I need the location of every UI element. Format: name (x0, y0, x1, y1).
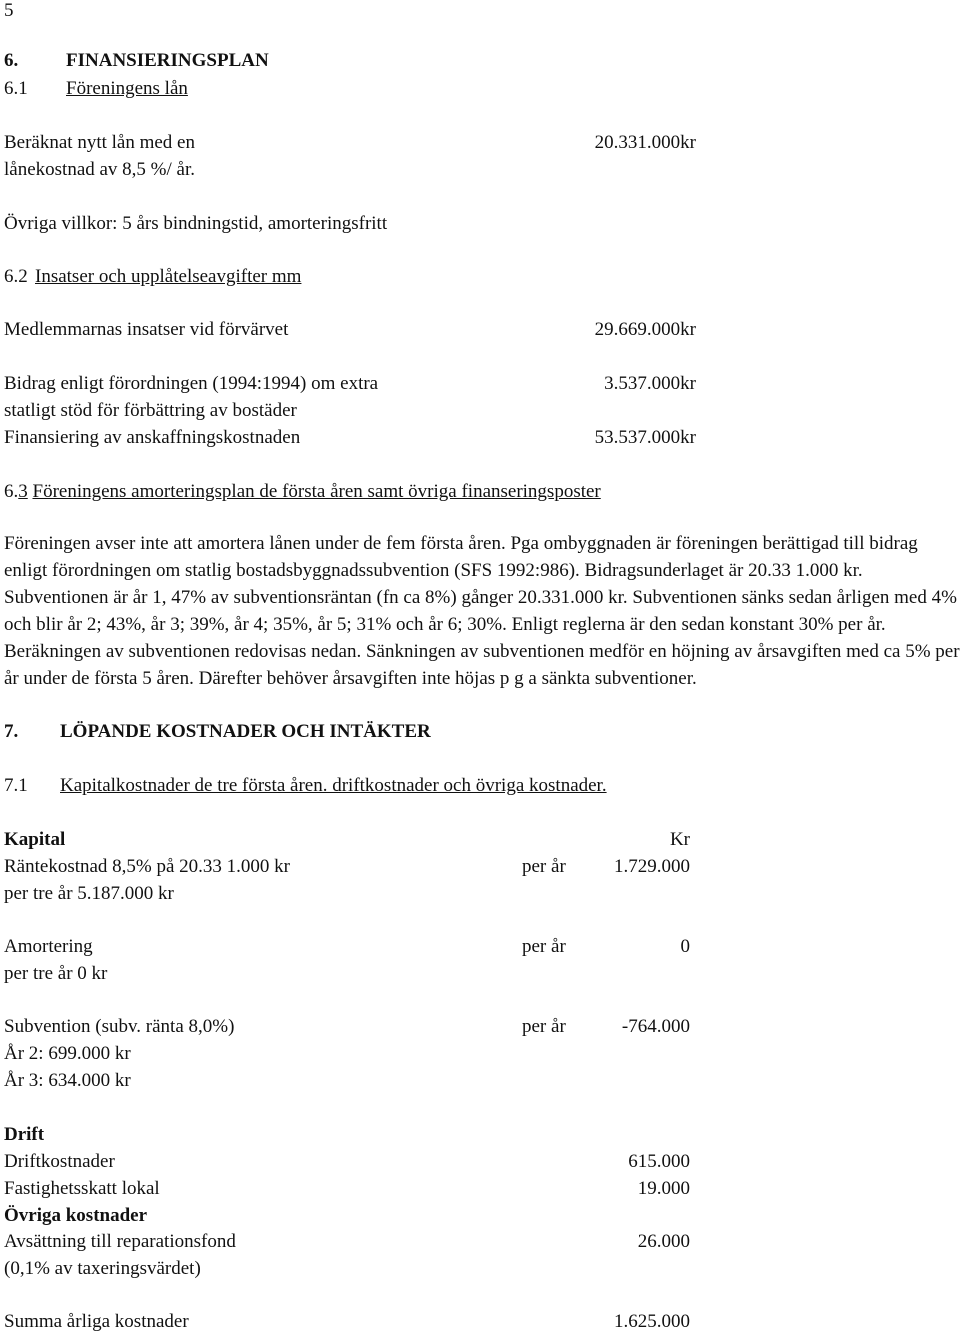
paragraph-sentence-2: Pga ombyggnaden är föreningen berättigad till bidrag enligt förordningen om statlig bostadsbyggnadssubvention (SFS 1992:986). Bidragsunderlaget är 20.33 1.000 kr. (4, 533, 918, 581)
operating-costs-label: Driftkostnader (4, 1151, 115, 1172)
section-7-1-number: 7.1 (4, 775, 28, 796)
grant-line-1: Bidrag enligt förordningen (1994:1994) om extra (4, 373, 379, 394)
amortization-paragraph (4, 530, 960, 692)
paragraph-sentence-4: Subventionen sänks sedan årligen med 4% och blir år 2; 43%, år 3; 39%, år 4; 35%, år 5; 31% och år 6; 30%. (4, 587, 957, 635)
amortization-three-years: per tre år 0 kr (4, 963, 108, 984)
paragraph-sentence-1: Föreningen avser inte att amortera lånen under de fem första åren. (4, 533, 506, 554)
page-number: 5 (4, 0, 14, 21)
members-contribution-label: Medlemmarnas insatser vid förvärvet (4, 319, 289, 340)
section-6-3-heading (4, 478, 601, 505)
repair-fund-note: (0,1% av taxeringsvärdet) (4, 1258, 201, 1279)
members-contribution-amount: 29.669.000kr (594, 319, 696, 340)
property-tax-value: 19.000 (637, 1178, 690, 1199)
loan-line-1: Beräknat nytt lån med en (4, 132, 195, 153)
loan-amount: 20.331.000kr (594, 132, 696, 153)
subvention-label: Subvention (subv. ränta 8,0%) (4, 1016, 235, 1037)
financing-total-amount: 53.537.000kr (594, 427, 696, 448)
interest-value: 1.729.000 (614, 856, 690, 877)
section-6-1-title: Föreningens lån (66, 78, 188, 99)
section-6-1-number: 6.1 (4, 78, 28, 99)
operating-costs-value: 615.000 (628, 1151, 690, 1172)
subvention-year-3: År 3: 634.000 kr (4, 1070, 131, 1091)
kapital-currency: Kr (669, 829, 690, 850)
section-6-3-title: Föreningens amorteringsplan de första åren samt övriga finanseringsposter (32, 481, 601, 502)
subvention-per-year: per år (522, 1016, 566, 1037)
interest-label: Räntekostnad 8,5% på 20.33 1.000 kr (4, 856, 291, 877)
paragraph-sentence-6: Beräkningen av subventionen redovisas nedan. (4, 641, 362, 662)
grant-line-2: statligt stöd för förbättring av bostäder (4, 400, 297, 421)
interest-three-years: per tre år 5.187.000 kr (4, 883, 174, 904)
amortization-per-year: per år (522, 936, 566, 957)
annual-costs-total-value: 1.625.000 (614, 1311, 690, 1332)
repair-fund-value: 26.000 (637, 1231, 690, 1252)
section-6-title: FINANSIERINGSPLAN (66, 50, 269, 71)
section-7-number: 7. (4, 721, 19, 742)
other-costs-heading: Övriga kostnader (4, 1205, 148, 1226)
loan-line-2: lånekostnad av 8,5 %/ år. (4, 159, 196, 180)
section-7-title: LÖPANDE KOSTNADER OCH INTÄKTER (60, 721, 431, 742)
subvention-year-2: År 2: 699.000 kr (4, 1043, 131, 1064)
paragraph-sentence-7: Sänkningen av subventionen medför en höjning av årsavgiften med ca 5% per år under de första 5 åren. (4, 641, 960, 689)
amortization-label: Amortering (4, 936, 93, 957)
paragraph-sentence-8: Därefter behöver årsavgiften inte höjas p g a sänkta subventioner. (193, 668, 697, 689)
paragraph-sentence-5: Enligt reglerna är den sedan konstant 30% per år. (506, 614, 886, 635)
annual-costs-total-label: Summa årliga kostnader (4, 1311, 189, 1332)
financing-total-label: Finansiering av anskaffningskostnaden (4, 427, 301, 448)
section-6-2-number: 6.2 (4, 266, 28, 287)
subvention-value: -764.000 (621, 1016, 690, 1037)
section-6-3-number-suffix: 3 (18, 481, 28, 502)
property-tax-label: Fastighetsskatt lokal (4, 1178, 160, 1199)
kapital-heading: Kapital (4, 829, 66, 850)
interest-per-year: per år (522, 856, 566, 877)
amortization-value: 0 (680, 936, 690, 957)
drift-heading: Drift (4, 1124, 45, 1145)
section-7-1-title: Kapitalkostnader de tre första åren. driftkostnader och övriga kostnader. (60, 775, 607, 796)
section-6-3-number: 6. (4, 481, 19, 502)
grant-amount: 3.537.000kr (604, 373, 696, 394)
section-6-number: 6. (4, 50, 19, 71)
loan-terms: Övriga villkor: 5 års bindningstid, amorteringsfritt (4, 213, 388, 234)
section-6-2-title: Insatser och upplåtelseavgifter mm (35, 266, 302, 287)
repair-fund-label: Avsättning till reparationsfond (4, 1231, 236, 1252)
paragraph-sentence-3: Subventionen är år 1, 47% av subventionsräntan (fn ca 8%) gånger 20.331.000 kr. (4, 587, 628, 608)
